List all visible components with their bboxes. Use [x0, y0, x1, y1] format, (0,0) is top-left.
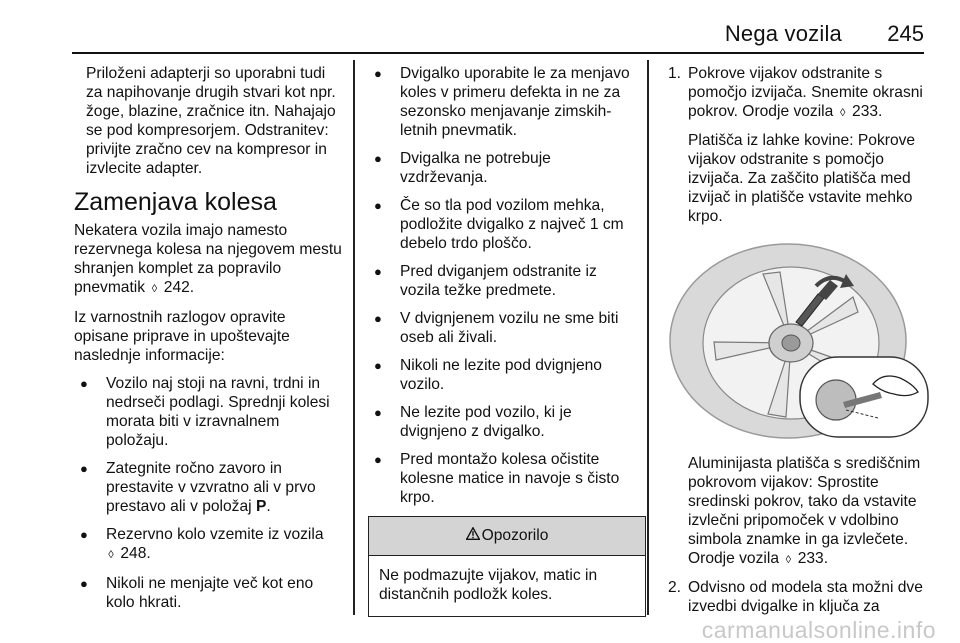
warning-header — [369, 517, 645, 556]
bullet-icon: ● — [374, 358, 382, 373]
list-item: ● Dvigalko uporabite le za menjavo koles v primeru defekta in ne za sezonsko menjavanje zimskih- letnih pnevmatik. — [374, 65, 630, 139]
bullet-icon: ● — [374, 311, 382, 326]
paragraph: Nekatera vozila imajo namesto rezervnega kolesa na njegovem mestu shranjen komplet za popravilo pnevmatik ◊ 242. — [74, 221, 344, 299]
step-text: Aluminijasta platišča s središčnim pokrovom vijakov: Sprostite sredinski pokrov, tako da vstavite izvlečni pripomoček v vdolbino simbola znamke in ga izvlečete. Orodje vozila ◊ 233. — [688, 454, 930, 570]
column-1 — [74, 64, 344, 621]
section-heading: Zamenjava kolesa — [74, 188, 277, 216]
step-item — [668, 454, 930, 570]
intro-paragraph: Priloženi adapterji so uporabni tudi za napihovanje drugih stvari kot npr. žoge, blazine, zračnice itn. Nahajajo se pod kompresorjem. Odstranitev: privijte zračno cev na kompresor in izvlecite adapter. — [86, 65, 336, 177]
page-ref-link[interactable]: 233 — [852, 103, 879, 120]
warning-box — [368, 516, 646, 617]
page-header — [0, 0, 960, 52]
header-rule — [72, 52, 924, 54]
step-text: Platišča iz lahke kovine: Pokrove vijakov odstranite s pomočjo izvijača. Za zaščito platišča med izvijač in platišče vstavite mehko krpo. — [688, 132, 916, 225]
list-item: ● Rezervno kolo vzemite iz vozila ◊ 248. — [74, 525, 344, 565]
step-number: 1. — [668, 65, 682, 82]
warning-text: Ne podmazujte vijakov, matic in distančnih podložk koles. — [379, 567, 598, 603]
wheel-cover-illustration — [668, 242, 930, 440]
paragraph: Iz varnostnih razlogov opravite opisane priprave in upoštevajte naslednje informacije: — [74, 309, 290, 364]
bullet-icon: ● — [374, 66, 382, 81]
bullet-icon: ● — [374, 151, 382, 166]
bullet-icon: ● — [374, 264, 382, 279]
column-divider — [647, 60, 649, 615]
bullet-icon: ● — [374, 198, 382, 213]
step-list — [668, 454, 930, 616]
list-item: ● Nikoli ne menjajte več kot eno kolo hkrati. — [80, 575, 314, 611]
step-item — [668, 578, 930, 616]
step-text: Pokrove vijakov odstranite s pomočjo izvijača. Snemite okrasni pokrov. Orodje vozila ◊ 233. — [688, 64, 930, 123]
list-item: ● Vozilo naj stoji na ravni, trdni in nedrseči podlagi. Sprednji kolesi morata biti v izravnalnem položaju. — [80, 375, 330, 449]
list-item: ● Če so tla pod vozilom mehka, podložite dvigalko z največ 1 cm debelo trdo ploščo. — [374, 197, 624, 252]
list-item: ● Zategnite ročno zavoro in prestavite v vzvratno ali v prvo prestavo ali v položaj P. — [80, 460, 316, 515]
bullet-icon: ● — [374, 405, 382, 420]
list-item: ● Pred dviganjem odstranite iz vozila težke predmete. — [374, 263, 597, 299]
step-item — [668, 64, 930, 226]
page-ref-icon: ◊ — [151, 283, 158, 295]
page-ref-icon: ◊ — [839, 107, 846, 119]
page-ref-link[interactable]: 233 — [797, 550, 824, 567]
list-item: ● Ne lezite pod vozilo, ki je dvignjeno z dvigalko. — [374, 404, 572, 440]
page-ref-icon: ◊ — [785, 554, 792, 566]
list-item: ● Nikoli ne lezite pod dvignjeno vozilo. — [374, 357, 602, 393]
column-divider — [353, 60, 355, 615]
page-ref-link[interactable]: 242 — [163, 279, 190, 296]
watermark: carmanualsonline.info — [701, 617, 936, 643]
bullet-list — [368, 64, 634, 507]
bullet-icon: ● — [80, 461, 88, 476]
step-text: Odvisno od modela sta možni dve izvedbi dvigalke in ključa za — [688, 579, 923, 615]
list-item: ● Dvigalka ne potrebuje vzdrževanja. — [374, 150, 551, 186]
warning-icon — [466, 517, 480, 555]
step-list — [668, 64, 930, 226]
list-item: ● Pred montažo kolesa očistite kolesne matice in navoje s čisto krpo. — [374, 451, 620, 506]
bullet-icon: ● — [80, 376, 88, 391]
section-title: Nega vozila — [724, 21, 842, 46]
warning-title: Opozorilo — [481, 527, 549, 544]
bullet-icon: ● — [80, 527, 88, 542]
step-number: 2. — [668, 579, 682, 596]
page-ref-link[interactable]: 248 — [120, 545, 147, 562]
column-2 — [368, 64, 634, 617]
page-ref-icon: ◊ — [108, 549, 114, 561]
bullet-list — [74, 374, 344, 612]
bullet-icon: ● — [80, 576, 88, 591]
page-number: 245 — [887, 21, 924, 46]
column-3 — [668, 64, 930, 624]
list-item: ● V dvignjenem vozilu ne sme biti oseb ali živali. — [374, 310, 619, 346]
bullet-icon: ● — [374, 452, 382, 467]
